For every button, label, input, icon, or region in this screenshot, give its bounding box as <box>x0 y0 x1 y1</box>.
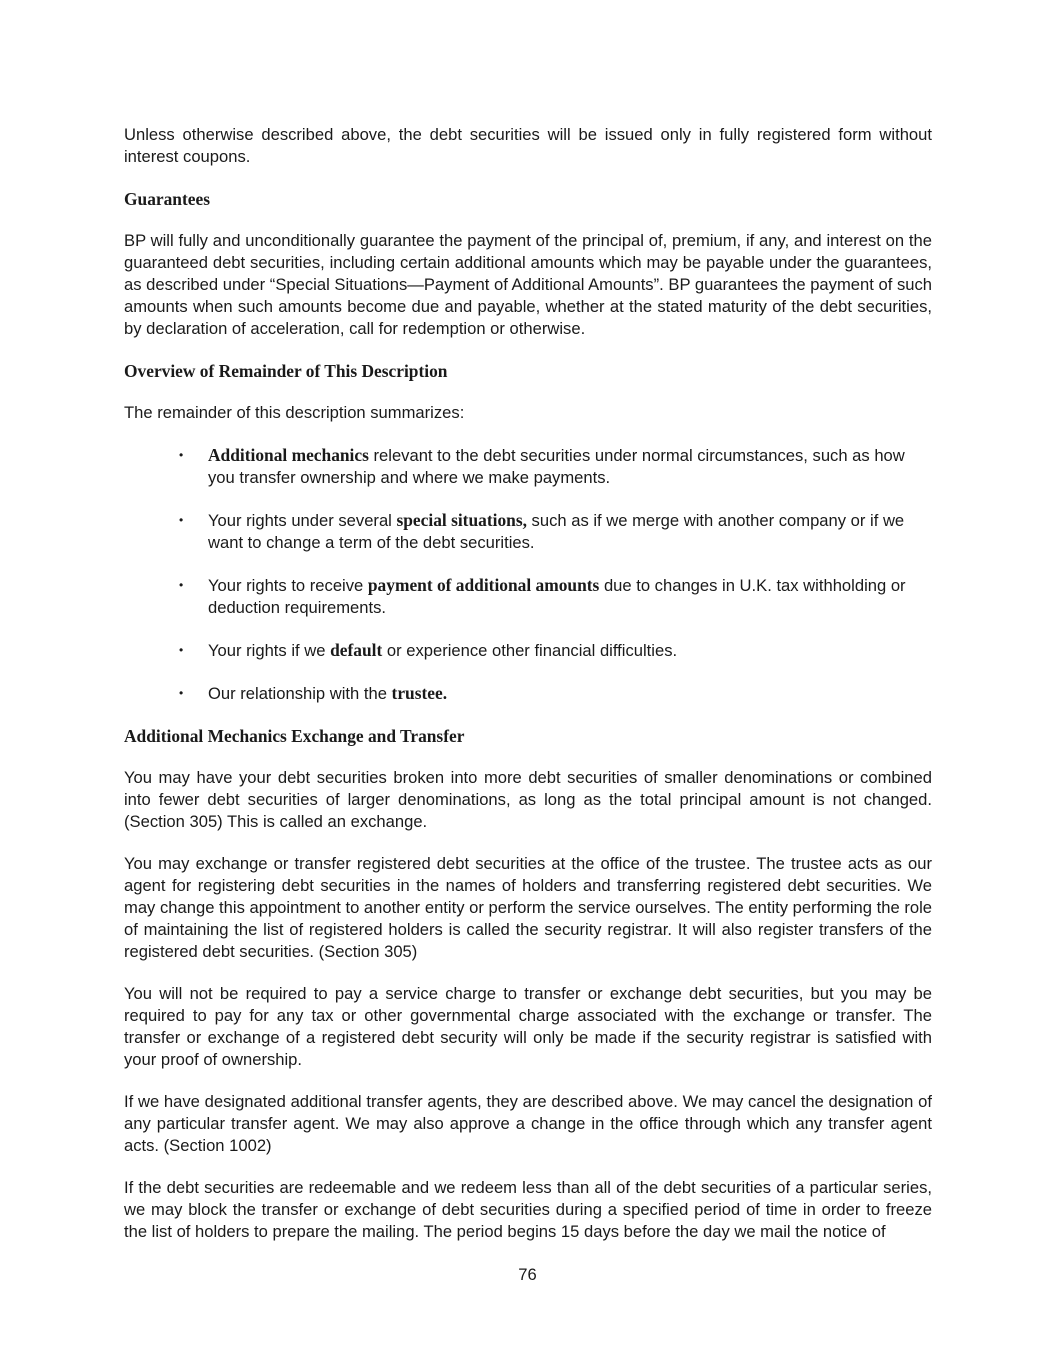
bullet-icon: • <box>179 643 184 657</box>
bullet-text-before: Our relationship with the <box>208 684 392 703</box>
intro-paragraph: Unless otherwise described above, the debt securities will be issued only in fully registered form without interest coupons. <box>124 125 932 166</box>
bullet-text-after: relevant to the debt securities under normal circumstances, such as how you transfer ownership and where we make payments. <box>208 446 905 487</box>
guarantees-paragraph: BP will fully and unconditionally guarantee the payment of the principal of, premium, if any, and interest on the guaranteed debt securities, including certain additional amounts which may be payable under the guarantees, as described under “Special Situations—Payment of Additional Amounts”. BP guarantees the payment of such amounts when such amounts become due and payable, whether at the stated maturity of the debt securities, by declaration of acceleration, call for redemption or otherwise. <box>124 231 932 338</box>
mechanics-paragraph: If we have designated additional transfer agents, they are described above. We may cancel the designation of any particular transfer agent. We may also approve a change in the office through which any transfer agent acts. (Section 1002) <box>124 1092 932 1155</box>
bullet-item <box>124 509 932 554</box>
bullet-icon: • <box>179 578 184 592</box>
bullet-bold-term: trustee. <box>391 683 448 703</box>
mechanics-paragraph: You may exchange or transfer registered debt securities at the office of the trustee. The trustee acts as our agent for registering debt securities in the names of holders and transferring registered debt securities. We may change this appointment to another entity or perform the service ourselves. The entity performing the role of maintaining the list of registered holders is called the security registrar. It will also register transfers of the registered debt securities. (Section 305) <box>124 854 932 961</box>
overview-heading: Overview of Remainder of This Description <box>124 361 448 381</box>
bullet-text-after: due to changes in U.K. tax withholding or deduction requirements. <box>208 576 906 617</box>
document-page <box>124 124 932 1263</box>
bullet-item <box>124 682 932 705</box>
bullet-icon: • <box>179 686 184 700</box>
bullet-bold-term: payment of additional amounts <box>367 575 600 595</box>
bullet-bold-term: Additional mechanics <box>208 445 369 465</box>
overview-intro-paragraph: The remainder of this description summarizes: <box>124 403 465 422</box>
mechanics-paragraph: You may have your debt securities broken into more debt securities of smaller denominations or combined into fewer debt securities of larger denominations, as long as the total principal amount is not changed. (Section 305) This is called an exchange. <box>124 768 932 831</box>
mechanics-paragraph: If the debt securities are redeemable and we redeem less than all of the debt securities of a particular series, we may block the transfer or exchange of debt securities during a specified period of time in order to freeze the list of holders to prepare the mailing. The period begins 15 days before the day we mail the notice of <box>124 1178 932 1241</box>
bullet-icon: • <box>179 448 184 462</box>
mechanics-paragraph: You will not be required to pay a service charge to transfer or exchange debt securities, but you may be required to pay for any tax or other governmental charge associated with the exchange or transfer. The transfer or exchange of a registered debt security will only be made if the security registrar is satisfied with your proof of ownership. <box>124 984 932 1069</box>
bullet-item <box>124 574 932 619</box>
bullet-icon: • <box>179 513 184 527</box>
bullet-text-after: or experience other financial difficulties. <box>382 641 678 660</box>
bullet-item <box>124 444 932 489</box>
mechanics-heading: Additional Mechanics Exchange and Transfer <box>124 726 465 746</box>
bullet-text-after: such as if we merge with another company or if we want to change a term of the debt securities. <box>208 511 905 552</box>
bullet-text-before: Your rights to receive <box>208 576 368 595</box>
bullet-text-before: Your rights if we <box>208 641 331 660</box>
bullet-item <box>124 639 932 662</box>
page-number: 76 <box>518 1265 537 1284</box>
bullet-text-before: Your rights under several <box>208 511 397 530</box>
bullet-bold-term: default <box>330 640 383 660</box>
summary-bullet-list <box>124 444 932 705</box>
guarantees-heading: Guarantees <box>124 189 210 209</box>
bullet-bold-term: special situations, <box>396 510 527 530</box>
